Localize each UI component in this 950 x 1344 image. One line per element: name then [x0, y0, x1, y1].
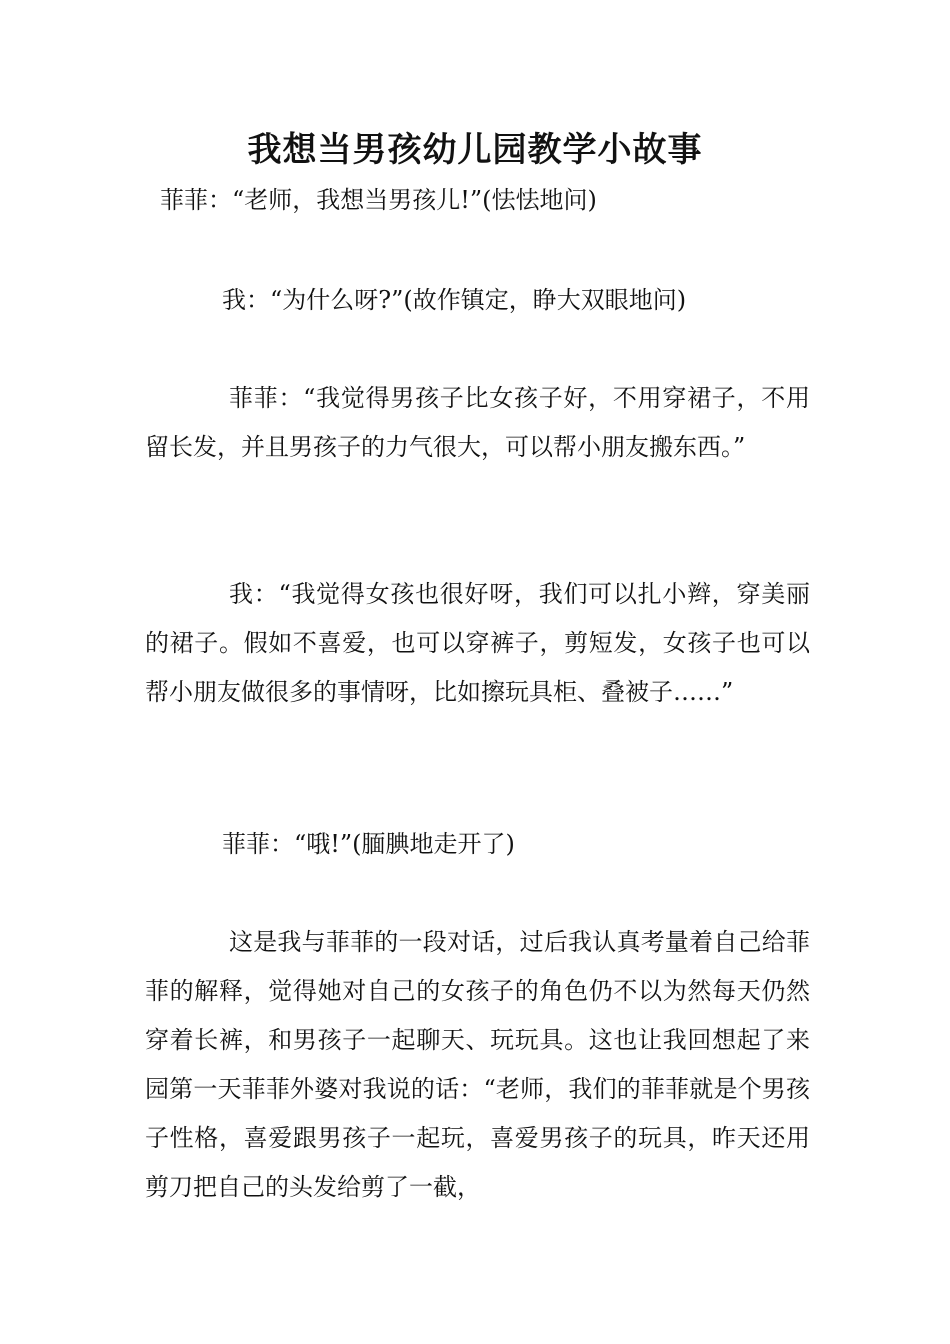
document-title: 我想当男孩幼儿园教学小故事 — [247, 130, 703, 170]
dialogue-paragraph-4: 我：“我觉得女孩也很好呀，我们可以扎小辫，穿美丽的裙子。假如不喜爱，也可以穿裤子，剪短发，女孩子也可以帮小朋友做很多的事情呀，比如擦玩具柜、叠被子……” — [145, 580, 810, 706]
narrative-paragraph: 这是我与菲菲的一段对话，过后我认真考量着自己给菲菲的解释，觉得她对自己的女孩子的角色仍不以为然每天仍然穿着长裤，和男孩子一起聊天、玩玩具。这也让我回想起了来园第一天菲菲外婆对我说的话：“老师，我们的菲菲就是个男孩子性格，喜爱跟男孩子一起玩，喜爱男孩子的玩具，昨天还用剪刀把自己的头发给剪了一截， — [145, 928, 810, 1201]
dialogue-paragraph-1: 菲菲：“老师，我想当男孩儿!”(怯怯地问) — [160, 186, 597, 214]
dialogue-paragraph-5: 菲菲：“哦!”(腼腆地走开了) — [222, 830, 515, 858]
dialogue-paragraph-2: 我：“为什么呀?”(故作镇定，睁大双眼地问) — [222, 286, 687, 314]
dialogue-paragraph-3: 菲菲：“我觉得男孩子比女孩子好，不用穿裙子，不用留长发，并且男孩子的力气很大，可以帮小朋友搬东西。” — [145, 384, 810, 461]
